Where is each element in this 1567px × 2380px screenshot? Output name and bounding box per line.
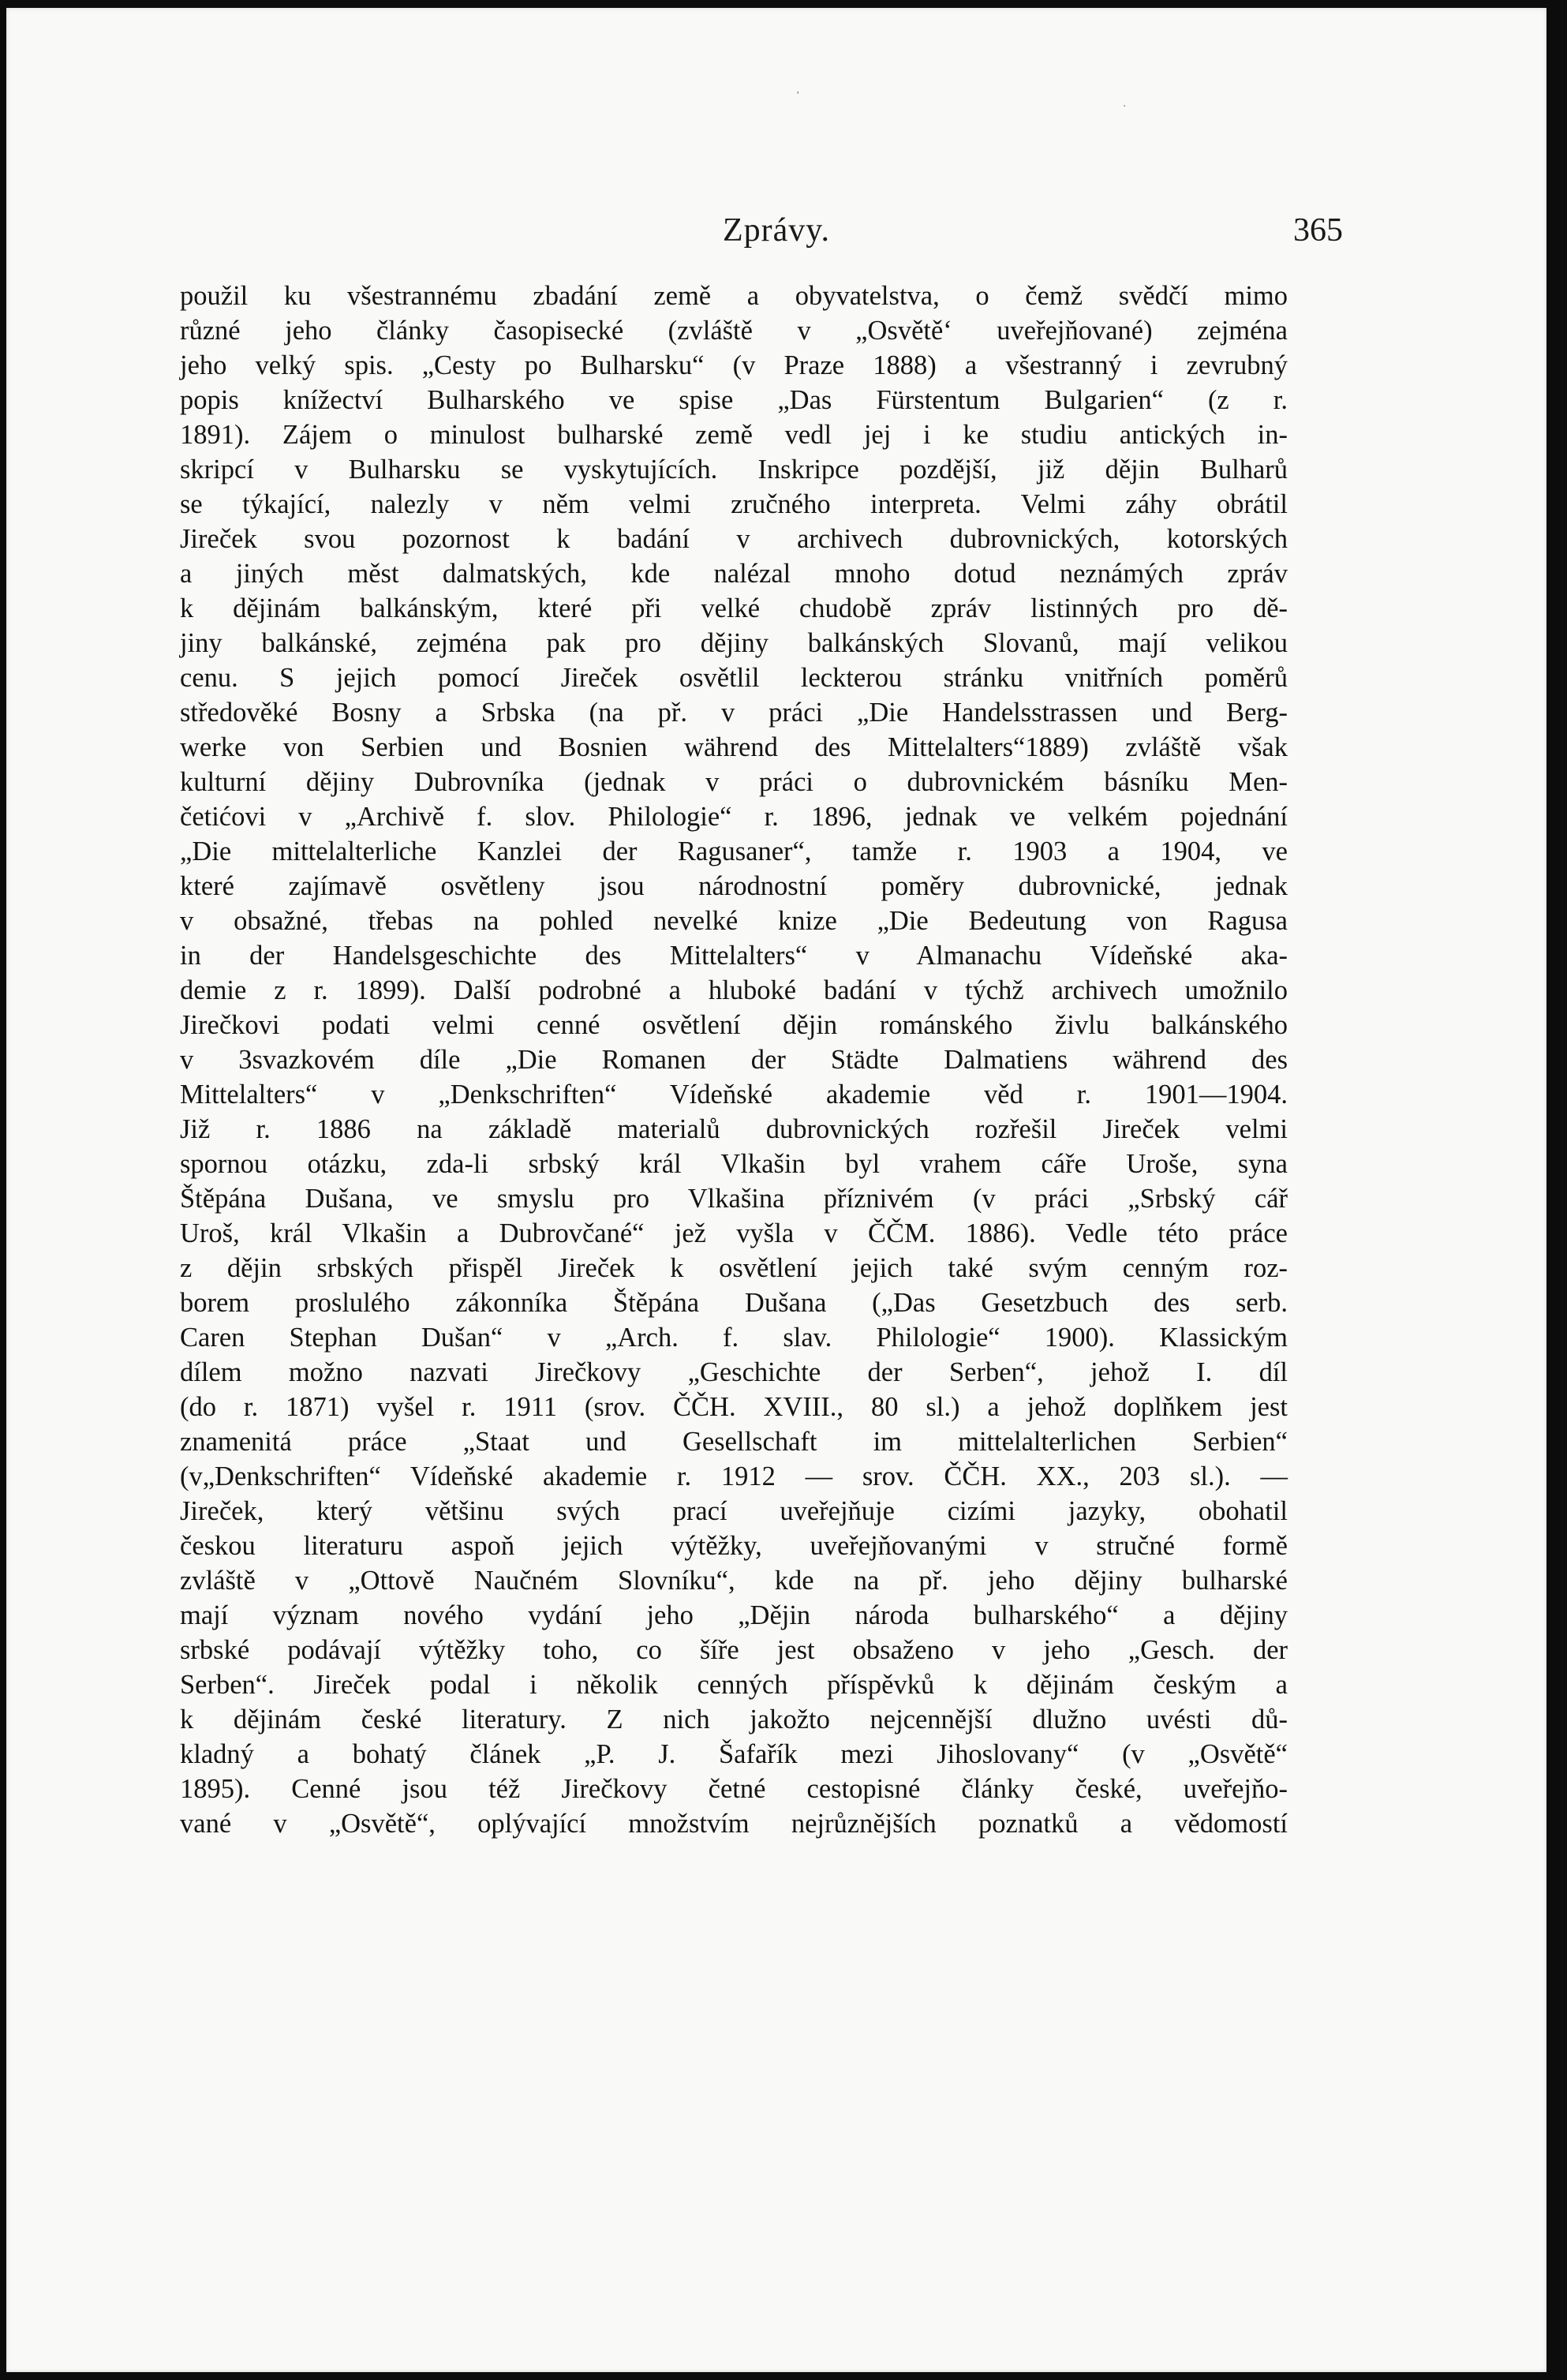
text-line: z dějin srbských přispěl Jireček k osvětlení jejich také svým cenným roz- xyxy=(180,1253,1288,1283)
text-line: se týkající, nalezly v něm velmi zručného interpreta. Velmi záhy obrátil xyxy=(180,489,1288,519)
text-line: vané v „Osvětě“, oplývající množstvím nejrůznějších poznatků a vědomostí xyxy=(180,1809,1288,1839)
page-number: 365 xyxy=(1293,212,1343,249)
text-line: Štěpána Dušana, ve smyslu pro Vlkašina příznivém (v práci „Srbský cář xyxy=(180,1184,1288,1214)
text-line: 1891). Zájem o minulost bulharské země vedl jej i ke studiu antických in- xyxy=(180,420,1288,450)
text-line: in der Handelsgeschichte des Mittelalters“ v Almanachu Vídeňské aka- xyxy=(180,941,1288,971)
text-line: zvláště v „Ottově Naučném Slovníku“, kde na př. jeho dějiny bulharské xyxy=(180,1566,1288,1596)
text-line: dílem možno nazvati Jirečkovy „Geschichte der Serben“, jehož I. díl xyxy=(180,1357,1288,1387)
text-line: (v„Denkschriften“ Vídeňské akademie r. 1912 — srov. ČČH. XX., 203 sl.). — xyxy=(180,1461,1288,1491)
text-line: kladný a bohatý článek „P. J. Šafařík mezi Jihoslovany“ (v „Osvětě“ xyxy=(180,1739,1288,1769)
speck-mark: ' xyxy=(797,90,799,102)
text-line: a jiných měst dalmatských, kde nalézal mnoho dotud neznámých zpráv xyxy=(180,559,1288,589)
text-line: „Die mittelalterliche Kanzlei der Ragusaner“, tamže r. 1903 a 1904, ve xyxy=(180,836,1288,866)
text-line: (do r. 1871) vyšel r. 1911 (srov. ČČH. XVIII., 80 sl.) a jehož doplňkem jest xyxy=(180,1392,1288,1422)
running-header xyxy=(6,211,1546,259)
text-line: demie z r. 1899). Další podrobné a hluboké badání v týchž archivech umožnilo xyxy=(180,975,1288,1005)
text-line: v 3svazkovém díle „Die Romanen der Städte Dalmatiens während des xyxy=(180,1045,1288,1075)
text-line: spornou otázku, zda-li srbský král Vlkašin byl vrahem cáře Uroše, syna xyxy=(180,1149,1288,1179)
text-line: cenu. S jejich pomocí Jireček osvětlil leckterou stránku vnitřních poměrů xyxy=(180,663,1288,693)
page-title: Zprávy. xyxy=(722,212,831,249)
text-line: werke von Serbien und Bosnien während des Mittelalters“1889) zvláště však xyxy=(180,732,1288,762)
text-line: znamenitá práce „Staat und Gesellschaft im mittelalterlichen Serbien“ xyxy=(180,1427,1288,1457)
text-line: 1895). Cenné jsou též Jirečkovy četné cestopisné články české, uveřejňo- xyxy=(180,1774,1288,1804)
text-line: četićovi v „Archivě f. slov. Philologie“ r. 1896, jednak ve velkém pojednání xyxy=(180,802,1288,832)
text-line: Jireček, který většinu svých prací uveřejňuje cizími jazyky, obohatil xyxy=(180,1496,1288,1526)
text-line: kulturní dějiny Dubrovníka (jednak v práci o dubrovnickém básníku Men- xyxy=(180,767,1288,797)
text-line: které zajímavě osvětleny jsou národnostní poměry dubrovnické, jednak xyxy=(180,871,1288,901)
text-line: Mittelalters“ v „Denkschriften“ Vídeňské akademie věd r. 1901—1904. xyxy=(180,1080,1288,1110)
body-text xyxy=(180,279,1288,1841)
text-line: popis knížectví Bulharského ve spise „Das Fürstentum Bulgarien“ (z r. xyxy=(180,385,1288,415)
text-line: k dějinám české literatury. Z nich jakožto nejcennější dlužno uvésti dů- xyxy=(180,1705,1288,1734)
text-line: srbské podávají výtěžky toho, co šíře jest obsaženo v jeho „Gesch. der xyxy=(180,1635,1288,1665)
text-line: Uroš, král Vlkašin a Dubrovčané“ jež vyšla v ČČM. 1886). Vedle této práce xyxy=(180,1218,1288,1248)
text-line: českou literaturu aspoň jejich výtěžky, uveřejňovanými v stručné formě xyxy=(180,1531,1288,1561)
text-line: jeho velký spis. „Cesty po Bulharsku“ (v Praze 1888) a všestranný i zevrubný xyxy=(180,350,1288,380)
text-line: mají význam nového vydání jeho „Dějin národa bulharského“ a dějiny xyxy=(180,1600,1288,1630)
text-line: různé jeho články časopisecké (zvláště v „Osvětě‘ uveřejňované) zejména xyxy=(180,316,1288,346)
text-line: středověké Bosny a Srbska (na př. v práci „Die Handelsstrassen und Berg- xyxy=(180,698,1288,728)
text-line: k dějinám balkánským, které při velké chudobě zpráv listinných pro dě- xyxy=(180,593,1288,623)
text-line: skripcí v Bulharsku se vyskytujících. Inskripce pozdější, již dějin Bulharů xyxy=(180,455,1288,485)
text-line: Serben“. Jireček podal i několik cenných příspěvků k dějinám českým a xyxy=(180,1670,1288,1700)
speck-mark: · xyxy=(1123,101,1127,113)
text-line: jiny balkánské, zejména pak pro dějiny balkánských Slovanů, mají velikou xyxy=(180,628,1288,658)
text-line: Caren Stephan Dušan“ v „Arch. f. slav. Philologie“ 1900). Klassickým xyxy=(180,1323,1288,1353)
text-line: Již r. 1886 na základě materialů dubrovnických rozřešil Jireček velmi xyxy=(180,1114,1288,1144)
text-line: borem proslulého zákonníka Štěpána Dušana („Das Gesetzbuch des serb. xyxy=(180,1288,1288,1318)
text-line: Jirečkovi podati velmi cenné osvětlení dějin románského živlu balkánského xyxy=(180,1010,1288,1040)
document-page xyxy=(6,8,1546,2372)
text-line: Jireček svou pozornost k badání v archivech dubrovnických, kotorských xyxy=(180,524,1288,554)
text-line: použil ku všestrannému zbadání země a obyvatelstva, o čemž svědčí mimo xyxy=(180,281,1288,311)
text-line: v obsažné, třebas na pohled nevelké knize „Die Bedeutung von Ragusa xyxy=(180,906,1288,936)
